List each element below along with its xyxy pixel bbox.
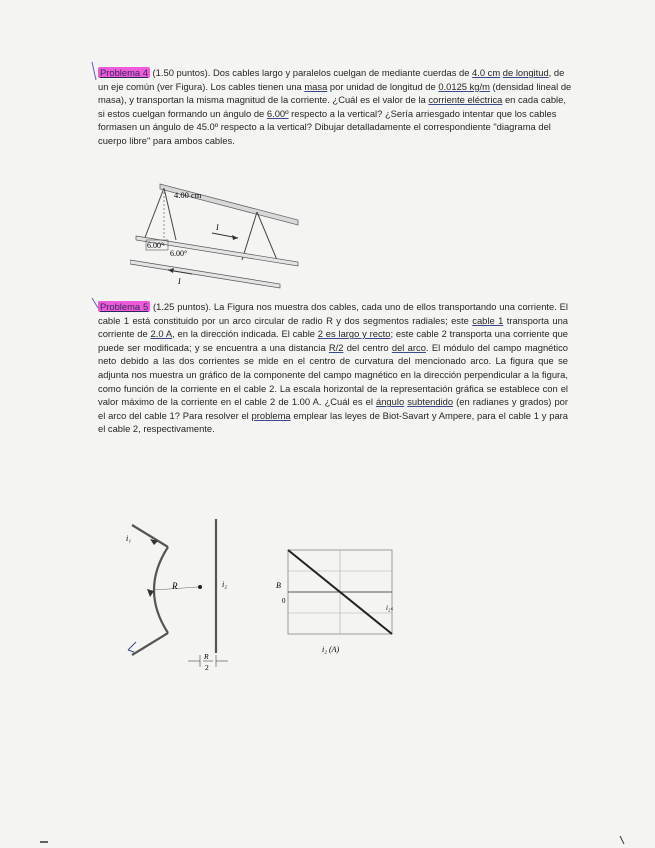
problem-5-text-b: transporta una corriente de xyxy=(98,314,569,340)
problem-5-label: Problema 5 xyxy=(100,301,149,312)
bottom-current-label: I xyxy=(178,277,181,286)
problem-4-text-g: respecto a la vertical? ¿Sería arriesgado intentar que los cables formasen un ángulo de 45.0º respecto a la vertical? Dibujar detalladamente el correspondiente "diagrama del cuerpo libre" para ambos cables. xyxy=(98,107,557,146)
problem-5-problema: problema xyxy=(251,409,291,421)
problem-4-text-d: por unidad de longitud de xyxy=(327,80,439,92)
problem-5-text-f: . El módulo del campo magnético neto debido a las dos corrientes se mide en el centro de curvatura del mencionado arco. La figura que se adjunta nos muestra un gráfico de la componente del campo magnético en la dirección perpendicular a la figura, como función de la corriente en el cable 2. La escala horizontal de la representación gráfica se establece con el valor máximo de la corriente en el cable 2 de 1.00 A. ¿Cuál es el xyxy=(98,341,568,408)
problem-4-masa: masa xyxy=(304,80,328,92)
problem-5-subtendido: subtendido xyxy=(407,396,454,408)
problem-4-text-c: , de un eje común (ver Figura). Los cables tienen una xyxy=(98,67,565,92)
problem-5-cable2: 2 es largo y recto xyxy=(317,328,391,340)
problem-5-text-e: del centro xyxy=(343,341,392,353)
problem-5-cable1: cable 1 xyxy=(472,314,504,326)
dimension-r-den: 2 xyxy=(205,663,209,672)
problem-4-text-f: en cada cable, si estos cuelgan formando un ángulo de xyxy=(98,94,566,119)
problem-4-length: 4.0 cm xyxy=(472,67,501,78)
x-axis-label: i₂ (A) xyxy=(322,645,340,654)
problem-5-text-i: emplear las leyes de Biot-Savart y Ampere, para el cable 1 y para el cable 2, respectivamente. xyxy=(98,409,569,435)
problem-5-arco: del arco xyxy=(391,341,426,353)
top-current-label: I xyxy=(216,223,219,232)
problem-5-text-d: ; este cable 2 transporta una corriente que puede ser modificada; y se encuentra a una distancia xyxy=(98,328,568,353)
x-mark-label: i₂ₛ xyxy=(386,604,393,612)
problem-4-corriente: corriente eléctrica xyxy=(428,94,503,106)
i1-label: i₁ xyxy=(126,534,132,543)
radius-label: R xyxy=(172,581,178,591)
problem-5-angulo: ángulo xyxy=(376,396,405,408)
i2-label: i₂ xyxy=(222,580,228,589)
problem-5-current: 2.0 A xyxy=(150,328,173,340)
dimension-r-num: R xyxy=(204,652,209,661)
problem-4-text-a: (1.50 puntos). Dos cables largo y paralelos cuelgan de mediante cuerdas de xyxy=(149,67,473,78)
problem-5-text-c: , en la dirección indicada. El cable xyxy=(172,328,318,340)
problem-5-dist: R/2 xyxy=(328,341,344,353)
problem-4-density: 0.0125 kg/m xyxy=(438,80,490,92)
problem-4-label: Problema 4 xyxy=(100,67,148,78)
angle-right-label: 6.00° xyxy=(170,249,188,258)
y-axis-label: B xyxy=(276,581,281,590)
problem-4-text-e: (densidad lineal de masa), y transportan la misma magnitud de la corriente. ¿Cuál es el valor de la xyxy=(98,80,572,106)
angle-left-label: 6.00° xyxy=(147,241,165,250)
problem-4-angle: 6.00º xyxy=(266,107,289,119)
length-label: 4.00 cm xyxy=(174,190,202,200)
problem-5-text-h: (en radianes y grados) por el arco del cable 1? Para resolver el xyxy=(98,396,569,421)
problem-4-longitud: de longitud xyxy=(502,67,549,78)
origin-label: 0 xyxy=(282,597,286,605)
problem-5-text-a: (1.25 puntos). La Figura nos muestra dos cables, cada uno de ellos transportando una corriente. El cable 1 está constituido por un arco circular de radio R y dos segmentos radiales; este xyxy=(98,301,568,326)
